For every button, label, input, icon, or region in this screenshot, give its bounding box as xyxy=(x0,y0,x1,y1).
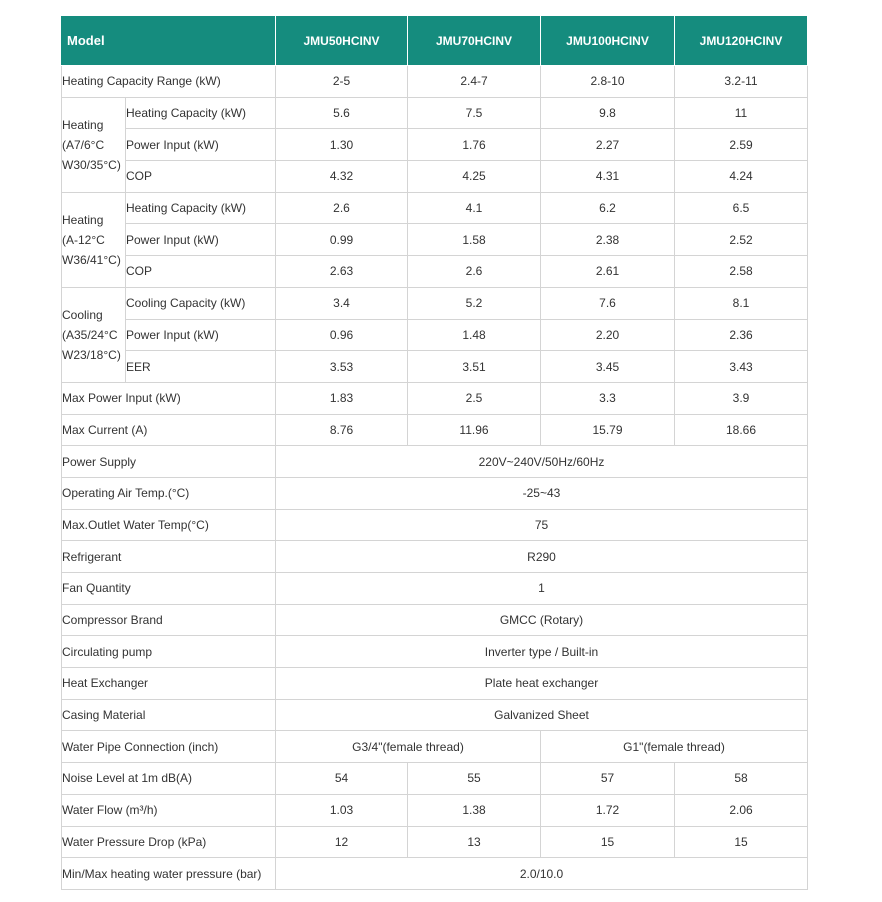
cell-value: Plate heat exchanger xyxy=(276,668,808,700)
row-label: COP xyxy=(126,256,276,288)
table-row xyxy=(62,541,808,573)
cell-value: 2.59 xyxy=(675,129,808,161)
row-label: Heat Exchanger xyxy=(62,668,276,700)
table-row xyxy=(62,731,808,763)
model-column-3: JMU100HCINV xyxy=(541,16,675,66)
cell-value: 54 xyxy=(276,763,408,795)
table-row xyxy=(62,636,808,668)
row-label: Heating Capacity (kW) xyxy=(126,97,276,129)
cell-value: G1"(female thread) xyxy=(541,731,808,763)
table-row xyxy=(62,319,808,351)
cell-value: 2.4-7 xyxy=(408,66,541,98)
cell-value: 3.43 xyxy=(675,351,808,383)
header-row xyxy=(62,16,808,66)
group-line: W30/35°C) xyxy=(62,157,121,172)
cell-value: 13 xyxy=(408,826,541,858)
cell-value: 1 xyxy=(276,573,808,605)
cell-value: 7.6 xyxy=(541,287,675,319)
table-row xyxy=(62,446,808,478)
cell-value: 11 xyxy=(675,97,808,129)
cell-value: 2.06 xyxy=(675,794,808,826)
table-row xyxy=(62,477,808,509)
cell-value: -25~43 xyxy=(276,477,808,509)
cell-value: 2.6 xyxy=(408,256,541,288)
table-row xyxy=(62,97,808,129)
table-row xyxy=(62,192,808,224)
group-line: (A7/6°C xyxy=(62,137,105,152)
cell-value: 2.0/10.0 xyxy=(276,858,808,890)
table-row xyxy=(62,351,808,383)
table-row xyxy=(62,509,808,541)
group-line: W36/41°C) xyxy=(62,252,121,267)
cell-value: 2.8-10 xyxy=(541,66,675,98)
row-label: Operating Air Temp.(°C) xyxy=(62,477,276,509)
table-row xyxy=(62,668,808,700)
row-label: Noise Level at 1m dB(A) xyxy=(62,763,276,795)
row-label: Refrigerant xyxy=(62,541,276,573)
cell-value: 2.61 xyxy=(541,256,675,288)
row-label: Casing Material xyxy=(62,699,276,731)
model-header: Model xyxy=(62,16,276,66)
cell-value: 3.53 xyxy=(276,351,408,383)
table-row xyxy=(62,573,808,605)
cell-value: 8.1 xyxy=(675,287,808,319)
cell-value: 4.25 xyxy=(408,161,541,193)
table-row xyxy=(62,287,808,319)
cell-value: 75 xyxy=(276,509,808,541)
cell-value: 1.38 xyxy=(408,794,541,826)
cell-value: 3.2-11 xyxy=(675,66,808,98)
table-row xyxy=(62,129,808,161)
cell-value: 1.30 xyxy=(276,129,408,161)
cell-value: 6.5 xyxy=(675,192,808,224)
table-row xyxy=(62,224,808,256)
cell-value: 6.2 xyxy=(541,192,675,224)
group-label-heating-a12 xyxy=(62,192,126,287)
cell-value: 2.5 xyxy=(408,382,541,414)
row-label: Power Input (kW) xyxy=(126,319,276,351)
cell-value: 220V~240V/50Hz/60Hz xyxy=(276,446,808,478)
row-label: Water Pipe Connection (inch) xyxy=(62,731,276,763)
cell-value: 5.6 xyxy=(276,97,408,129)
group-line: (A35/24°C xyxy=(62,327,118,342)
cell-value: GMCC (Rotary) xyxy=(276,604,808,636)
cell-value: 57 xyxy=(541,763,675,795)
table-row xyxy=(62,414,808,446)
row-label: Heating Capacity Range (kW) xyxy=(62,66,276,98)
cell-value: 1.76 xyxy=(408,129,541,161)
table-row xyxy=(62,604,808,636)
cell-value: 3.3 xyxy=(541,382,675,414)
model-column-4: JMU120HCINV xyxy=(675,16,808,66)
cell-value: 0.99 xyxy=(276,224,408,256)
cell-value: 4.31 xyxy=(541,161,675,193)
cell-value: 8.76 xyxy=(276,414,408,446)
cell-value: 1.58 xyxy=(408,224,541,256)
cell-value: 15.79 xyxy=(541,414,675,446)
cell-value: 2.58 xyxy=(675,256,808,288)
model-column-2: JMU70HCINV xyxy=(408,16,541,66)
row-label: EER xyxy=(126,351,276,383)
cell-value: 1.83 xyxy=(276,382,408,414)
cell-value: 55 xyxy=(408,763,541,795)
table-row xyxy=(62,161,808,193)
table-row xyxy=(62,66,808,98)
row-label: Max Power Input (kW) xyxy=(62,382,276,414)
cell-value: 2.6 xyxy=(276,192,408,224)
table-row xyxy=(62,382,808,414)
cell-value: 2.20 xyxy=(541,319,675,351)
cell-value: R290 xyxy=(276,541,808,573)
table-row xyxy=(62,699,808,731)
row-label: Min/Max heating water pressure (bar) xyxy=(62,858,276,890)
table-row xyxy=(62,794,808,826)
cell-value: 2.63 xyxy=(276,256,408,288)
group-line: Cooling xyxy=(62,307,103,322)
cell-value: 5.2 xyxy=(408,287,541,319)
table-row xyxy=(62,826,808,858)
cell-value: Galvanized Sheet xyxy=(276,699,808,731)
cell-value: 4.32 xyxy=(276,161,408,193)
cell-value: 2-5 xyxy=(276,66,408,98)
row-label: Fan Quantity xyxy=(62,573,276,605)
cell-value: 2.52 xyxy=(675,224,808,256)
group-label-cooling xyxy=(62,287,126,382)
cell-value: 4.1 xyxy=(408,192,541,224)
cell-value: 2.27 xyxy=(541,129,675,161)
cell-value: 0.96 xyxy=(276,319,408,351)
table-row xyxy=(62,763,808,795)
cell-value: 15 xyxy=(541,826,675,858)
cell-value: 3.9 xyxy=(675,382,808,414)
group-label-heating-a7 xyxy=(62,97,126,192)
row-label: Water Pressure Drop (kPa) xyxy=(62,826,276,858)
cell-value: 1.03 xyxy=(276,794,408,826)
cell-value: 7.5 xyxy=(408,97,541,129)
cell-value: 2.36 xyxy=(675,319,808,351)
row-label: Compressor Brand xyxy=(62,604,276,636)
cell-value: 4.24 xyxy=(675,161,808,193)
group-line: Heating xyxy=(62,212,104,227)
row-label: COP xyxy=(126,161,276,193)
model-column-1: JMU50HCINV xyxy=(276,16,408,66)
table-row xyxy=(62,256,808,288)
cell-value: 3.4 xyxy=(276,287,408,319)
row-label: Power Input (kW) xyxy=(126,129,276,161)
cell-value: Inverter type / Built-in xyxy=(276,636,808,668)
cell-value: 3.45 xyxy=(541,351,675,383)
cell-value: 15 xyxy=(675,826,808,858)
cell-value: 11.96 xyxy=(408,414,541,446)
table-row xyxy=(62,858,808,890)
row-label: Max.Outlet Water Temp(°C) xyxy=(62,509,276,541)
row-label: Cooling Capacity (kW) xyxy=(126,287,276,319)
group-line: (A-12°C xyxy=(62,232,105,247)
row-label: Circulating pump xyxy=(62,636,276,668)
cell-value: 12 xyxy=(276,826,408,858)
cell-value: 1.72 xyxy=(541,794,675,826)
spec-table xyxy=(61,15,808,890)
cell-value: 2.38 xyxy=(541,224,675,256)
row-label: Max Current (A) xyxy=(62,414,276,446)
group-line: W23/18°C) xyxy=(62,347,121,362)
row-label: Heating Capacity (kW) xyxy=(126,192,276,224)
cell-value: 3.51 xyxy=(408,351,541,383)
cell-value: 58 xyxy=(675,763,808,795)
group-line: Heating xyxy=(62,117,104,132)
row-label: Power Supply xyxy=(62,446,276,478)
row-label: Power Input (kW) xyxy=(126,224,276,256)
cell-value: G3/4"(female thread) xyxy=(276,731,541,763)
row-label: Water Flow (m³/h) xyxy=(62,794,276,826)
cell-value: 9.8 xyxy=(541,97,675,129)
cell-value: 18.66 xyxy=(675,414,808,446)
cell-value: 1.48 xyxy=(408,319,541,351)
